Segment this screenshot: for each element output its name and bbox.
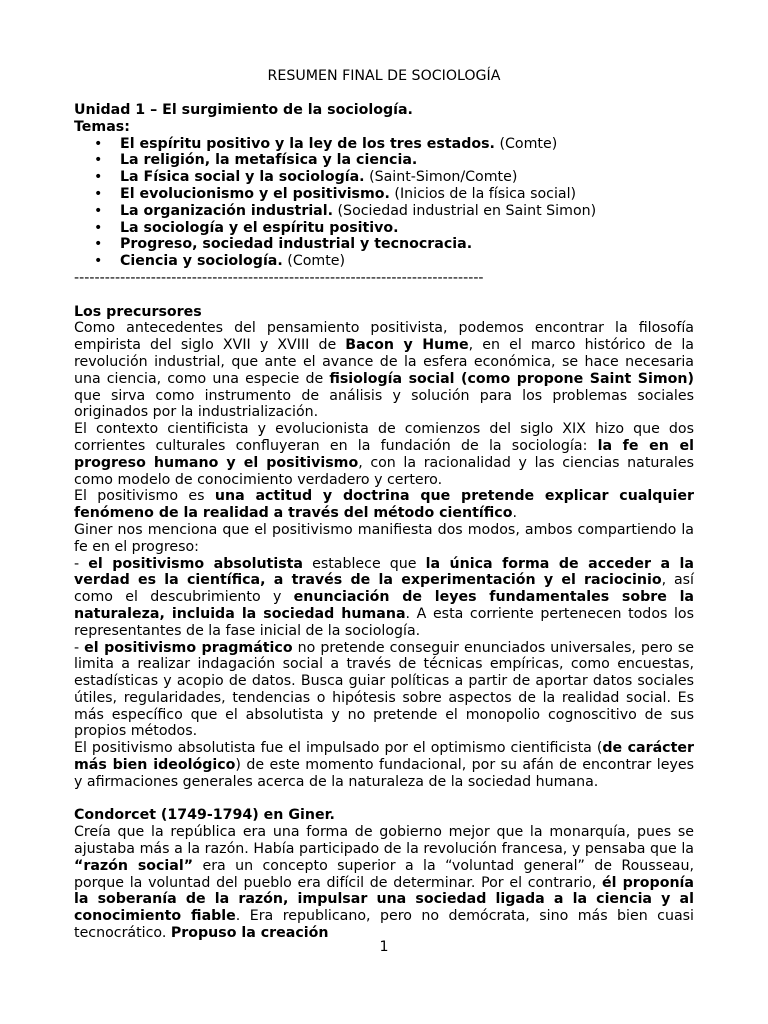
text-run: Creía que la república era una forma de gobierno mejor que la monarquía, pues se ajustaba más a la razón. Había participado de la revolución francesa, y pensaba que la [74, 824, 694, 858]
topics-list [74, 136, 694, 270]
text-run: . A esta corriente pertenecen todos los representantes de la fase inicial de la sociología. [74, 605, 695, 639]
document-title: RESUMEN FINAL DE SOCIOLOGÍA [267, 68, 501, 84]
bold-run: el positivismo absolutista [88, 555, 304, 572]
bullet-icon: • [94, 253, 103, 270]
list-item: • Progreso, sociedad industrial y tecnocracia. [94, 236, 473, 253]
list-item: • Ciencia y sociología. (Comte) [94, 253, 346, 270]
bullet-icon: • [94, 219, 103, 236]
bold-run: el positivismo pragmático [84, 639, 293, 656]
bullet-icon: • [94, 202, 103, 219]
list-item: • El evolucionismo y el positivismo. (Inicios de la física social) [94, 185, 577, 202]
bold-run: “razón social” [74, 857, 194, 874]
paragraph [74, 421, 694, 488]
text-run: establece que [303, 555, 426, 572]
paragraph [74, 488, 694, 522]
bullet-icon: • [94, 135, 103, 152]
paragraph [74, 740, 694, 790]
list-item: • La religión, la metafísica y la ciencia. [94, 152, 418, 169]
paragraph [74, 522, 694, 556]
text-run: - [74, 555, 89, 572]
document-body [74, 102, 694, 942]
text-run: El positivismo absolutista fue el impulsado por el optimismo cientificista ( [74, 740, 603, 757]
bold-run: Bacon y Hume [345, 337, 469, 354]
text-run: ) de este momento fundacional, por su afán de encontrar leyes y afirmaciones generales acerca de la naturaleza de la sociedad humana. [74, 757, 694, 790]
temas-label: Temas: [74, 118, 130, 135]
list-item: • El espíritu positivo y la ley de los tres estados. (Comte) [94, 135, 558, 152]
list-item: • La Física social y la sociología. (Saint-Simon/Comte) [94, 169, 518, 186]
text-run: era un concepto superior a la “voluntad general” de Rousseau, porque la voluntad del pueblo era difícil de determinar. Por el contrario, [74, 857, 694, 891]
section-heading-precursores: Los precursores [74, 303, 202, 320]
text-run: . Era republicano, pero no demócrata, sino más bien cuasi tecnocrático. [74, 908, 694, 942]
bullet-icon: • [94, 152, 103, 169]
paragraph [74, 640, 694, 741]
bold-run: Propuso la creación [170, 925, 329, 942]
paragraph [74, 824, 694, 942]
list-item: • La organización industrial. (Sociedad industrial en Saint Simon) [94, 202, 597, 219]
text-run: no pretende conseguir enunciados universales, pero se limita a realizar indagación social a través de técnicas empíricas, como encuestas, estadísticas y acopio de datos. Busca guiar políticas a partir de aportar datos sociales útiles, regularidades, tendencias o hipótesis sobre aspectos de la realidad social. Es más específico que el absolutista y no pretende el monopolio cognoscitivo de sus propios métodos. [74, 639, 694, 740]
separator-line: -------------------------------------------------------------------------------- [74, 269, 484, 286]
bold-run: enunciación de leyes fundamentales sobre la naturaleza, incluida la sociedad humana [74, 589, 695, 622]
bullet-icon: • [94, 236, 103, 253]
text-run: El contexto cientificista y evolucionista de comienzos del siglo XIX hizo que dos corrientes culturales confluyeran en la fundación de la sociología: [74, 421, 694, 454]
paragraph [74, 556, 694, 640]
section-heading-condorcet: Condorcet (1749-1794) en Giner. [74, 807, 335, 824]
bold-run: él proponía la soberanía de la razón, impulsar una sociedad ligada a la ciencia y al conocimiento fiable [74, 874, 694, 925]
text-run: , en el marco histórico de la revolución industrial, que ante el avance de la esfera económica, se hace necesaria una ciencia, como una especie de [74, 337, 694, 387]
text-run: Giner nos menciona que el positivismo manifiesta dos modos, ambos compartiendo la fe en el progreso: [74, 521, 694, 555]
list-item: • La sociología y el espíritu positivo. [94, 219, 399, 236]
bold-run: una actitud y doctrina que pretende explicar cualquier fenómeno de la realidad a través del método científico [74, 488, 694, 522]
text-run: El positivismo es [74, 488, 215, 505]
text-run: . [512, 505, 517, 522]
bold-run: la única forma de acceder a la verdad es la científica, a través de la experimentación y el raciocinio [74, 555, 694, 589]
page-number: 1 [379, 939, 389, 955]
unit-heading: Unidad 1 – El surgimiento de la sociología. [74, 102, 413, 118]
bold-run: fisiología social (como propone Saint Simon) [329, 370, 694, 387]
bold-run: de carácter más bien ideológico [74, 740, 694, 774]
text-run: , con la racionalidad y las ciencias naturales como modelo de conocimiento verdadero y certero. [74, 454, 694, 488]
bullet-icon: • [94, 185, 103, 202]
bold-run: la fe en el progreso humano y el positivismo [74, 437, 694, 471]
bullet-icon: • [94, 169, 103, 186]
text-run: - [74, 639, 85, 656]
paragraph [74, 320, 694, 421]
text-run: que sirva como instrumento de análisis y solución para los problemas sociales originados por la industrialización. [74, 387, 694, 421]
text-run: , así como el descubrimiento y [74, 572, 694, 606]
text-run: Como antecedentes del pensamiento positivista, podemos encontrar la filosofía empirista del siglo XVII y XVIII de [74, 320, 694, 354]
